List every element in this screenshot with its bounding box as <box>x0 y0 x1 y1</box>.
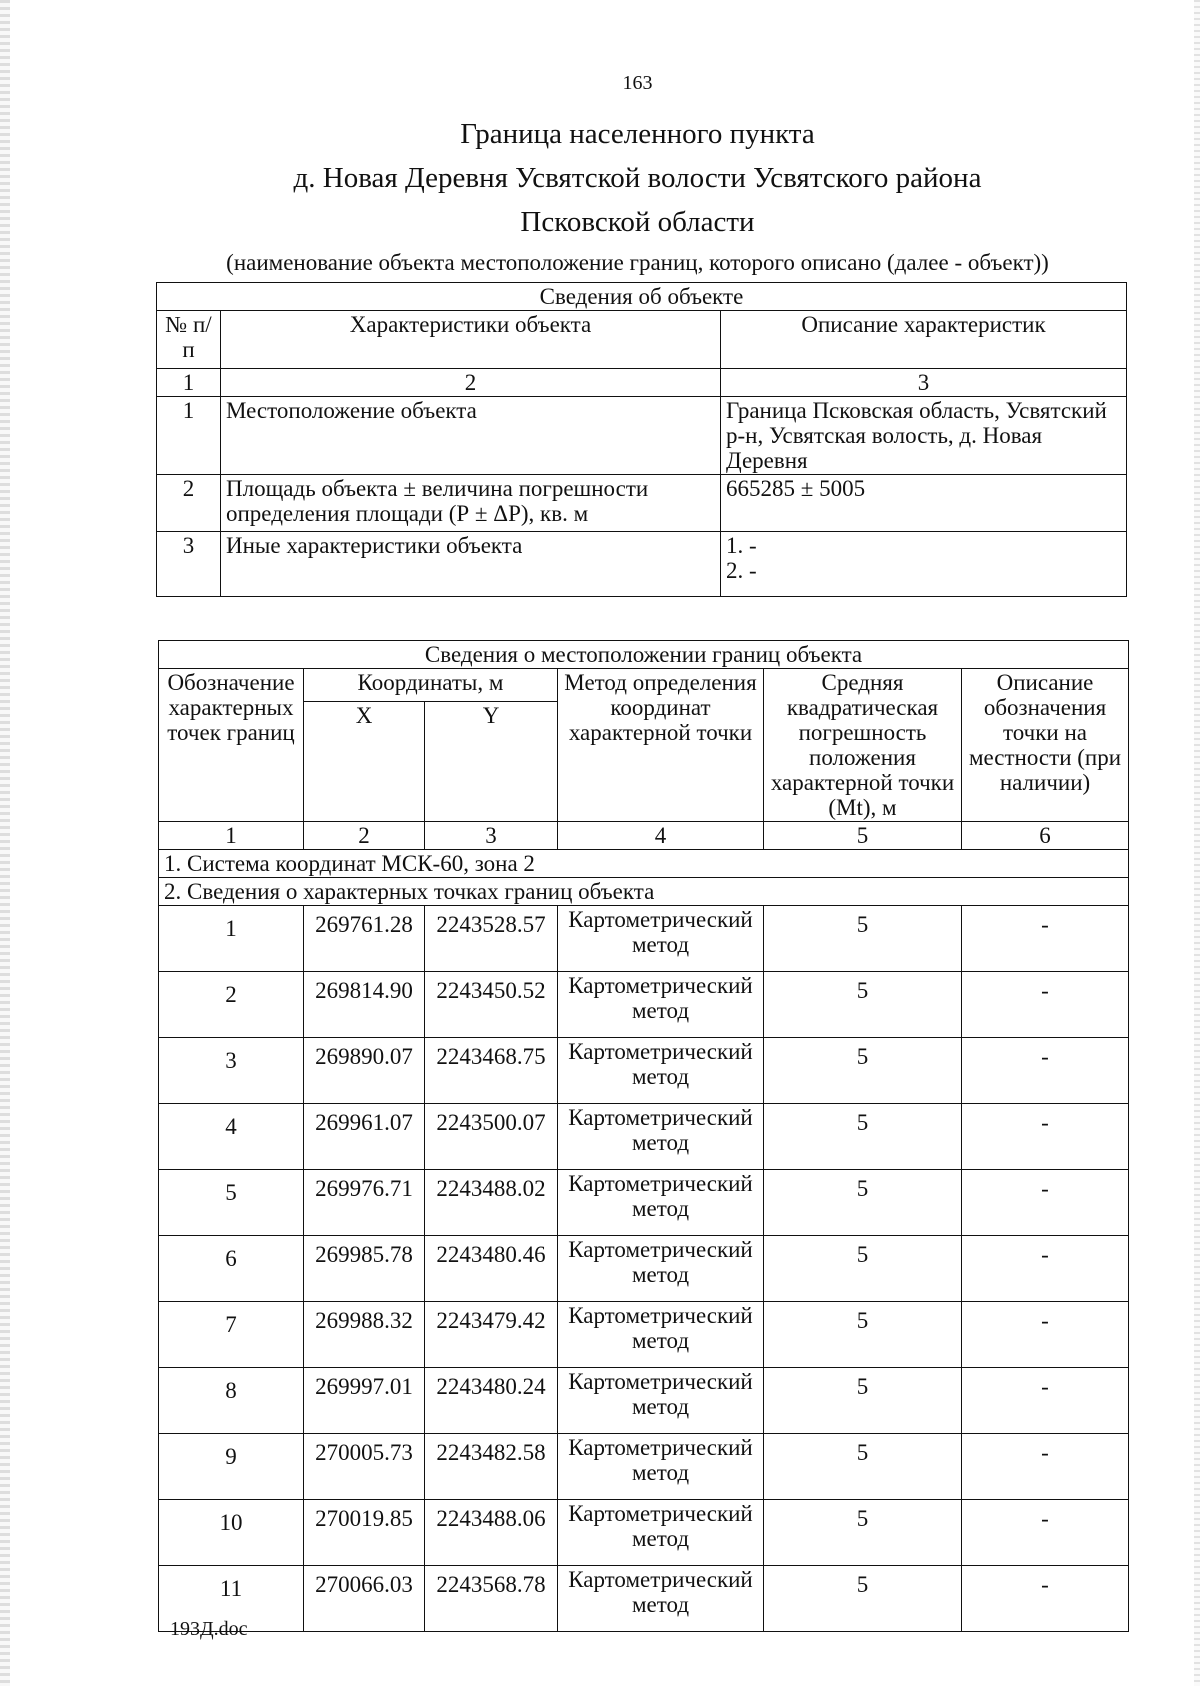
point-y: 2243488.02 <box>425 1170 558 1236</box>
point-x: 269997.01 <box>304 1368 425 1434</box>
point-x: 270005.73 <box>304 1434 425 1500</box>
point-y: 2243528.57 <box>425 906 558 972</box>
point-error: 5 <box>764 1302 962 1368</box>
boundary-table <box>158 640 1129 1632</box>
point-description: - <box>962 1434 1129 1500</box>
row-number: 1 <box>157 397 221 475</box>
point-x: 269985.78 <box>304 1236 425 1302</box>
table-row <box>159 972 1129 1038</box>
point-y: 2243480.46 <box>425 1236 558 1302</box>
table-row <box>159 906 1129 972</box>
col-number-2: 2 <box>221 369 721 397</box>
row-desc: Граница Псковская область, Усвятский р-н, Усвятская волость, д. Новая Деревня <box>721 397 1127 475</box>
row-name: Иные характеристики объекта <box>221 532 721 597</box>
page-number: 163 <box>622 72 653 94</box>
point-number: 3 <box>159 1038 304 1104</box>
row-desc: 665285 ± 5005 <box>721 475 1127 532</box>
point-number: 2 <box>159 972 304 1038</box>
row-name: Местоположение объекта <box>221 397 721 475</box>
boundary-caption: Сведения о местоположении границ объекта <box>159 641 1129 669</box>
header-coords: Координаты, м <box>304 669 558 702</box>
point-error: 5 <box>764 1368 962 1434</box>
title-line-2: д. Новая Деревня Усвятской волости Усвятского района <box>293 162 982 194</box>
point-description: - <box>962 972 1129 1038</box>
point-x: 269890.07 <box>304 1038 425 1104</box>
point-description: - <box>962 1368 1129 1434</box>
point-description: - <box>962 1170 1129 1236</box>
col-number: 6 <box>962 822 1129 850</box>
point-description: - <box>962 1038 1129 1104</box>
col-number: 4 <box>558 822 764 850</box>
point-method: Картометрический метод <box>558 1302 764 1368</box>
subtitle: (наименование объекта местоположение границ, которого описано (далее - объект)) <box>226 250 1049 275</box>
coordinate-system: 1. Система координат МСК-60, зона 2 <box>159 850 1129 878</box>
object-info-table <box>156 282 1127 597</box>
point-error: 5 <box>764 1434 962 1500</box>
point-y: 2243480.24 <box>425 1368 558 1434</box>
table-row <box>159 1500 1129 1566</box>
point-error: 5 <box>764 1170 962 1236</box>
object-info-caption: Сведения об объекте <box>157 283 1127 311</box>
title-line-1: Граница населенного пункта <box>460 118 815 150</box>
point-error: 5 <box>764 1104 962 1170</box>
point-number: 9 <box>159 1434 304 1500</box>
table-row <box>159 1038 1129 1104</box>
header-number: № п/п <box>157 311 221 369</box>
header-description: Описание характеристик <box>721 311 1127 369</box>
point-description: - <box>962 1302 1129 1368</box>
point-method: Картометрический метод <box>558 1500 764 1566</box>
point-x: 269961.07 <box>304 1104 425 1170</box>
table-row <box>159 1302 1129 1368</box>
col-number: 3 <box>425 822 558 850</box>
header-point-description: Описание обозначения точки на местности (при наличии) <box>962 669 1129 822</box>
point-number: 5 <box>159 1170 304 1236</box>
point-method: Картометрический метод <box>558 1104 764 1170</box>
point-error: 5 <box>764 1566 962 1632</box>
point-description: - <box>962 1500 1129 1566</box>
row-number: 2 <box>157 475 221 532</box>
point-error: 5 <box>764 906 962 972</box>
col-number-1: 1 <box>157 369 221 397</box>
header-method: Метод определения координат характерной точки <box>558 669 764 822</box>
point-error: 5 <box>764 1038 962 1104</box>
table-row <box>159 1368 1129 1434</box>
point-method: Картометрический метод <box>558 1236 764 1302</box>
point-method: Картометрический метод <box>558 906 764 972</box>
point-method: Картометрический метод <box>558 1368 764 1434</box>
point-description: - <box>962 1566 1129 1632</box>
point-y: 2243468.75 <box>425 1038 558 1104</box>
table-row <box>159 1170 1129 1236</box>
table-row <box>159 1236 1129 1302</box>
row-name: Площадь объекта ± величина погрешности определения площади (Р ± ΔР), кв. м <box>221 475 721 532</box>
row-desc <box>721 532 1127 597</box>
point-x: 269988.32 <box>304 1302 425 1368</box>
point-number: 11 <box>159 1566 304 1632</box>
desc-line: 2. - <box>726 558 757 583</box>
table-row <box>159 1434 1129 1500</box>
point-number: 10 <box>159 1500 304 1566</box>
point-y: 2243488.06 <box>425 1500 558 1566</box>
points-section-title: 2. Сведения о характерных точках границ объекта <box>159 878 1129 906</box>
point-method: Картометрический метод <box>558 1434 764 1500</box>
col-number: 5 <box>764 822 962 850</box>
point-method: Картометрический метод <box>558 972 764 1038</box>
header-error: Средняя квадратическая погрешность положения характерной точки (Mt), м <box>764 669 962 822</box>
col-number: 2 <box>304 822 425 850</box>
point-x: 270019.85 <box>304 1500 425 1566</box>
point-method: Картометрический метод <box>558 1566 764 1632</box>
title-line-3: Псковской области <box>520 206 755 238</box>
point-x: 270066.03 <box>304 1566 425 1632</box>
point-number: 7 <box>159 1302 304 1368</box>
point-y: 2243450.52 <box>425 972 558 1038</box>
row-number: 3 <box>157 532 221 597</box>
point-error: 5 <box>764 1500 962 1566</box>
point-x: 269761.28 <box>304 906 425 972</box>
header-y: Y <box>425 702 558 822</box>
header-point: Обозначение характерных точек границ <box>159 669 304 822</box>
point-number: 4 <box>159 1104 304 1170</box>
point-y: 2243482.58 <box>425 1434 558 1500</box>
point-method: Картометрический метод <box>558 1038 764 1104</box>
point-description: - <box>962 1104 1129 1170</box>
table-row <box>159 1104 1129 1170</box>
desc-line: 1. - <box>726 533 757 558</box>
point-x: 269814.90 <box>304 972 425 1038</box>
point-number: 6 <box>159 1236 304 1302</box>
point-y: 2243479.42 <box>425 1302 558 1368</box>
point-description: - <box>962 1236 1129 1302</box>
point-number: 8 <box>159 1368 304 1434</box>
point-y: 2243500.07 <box>425 1104 558 1170</box>
table-row <box>159 1566 1129 1632</box>
point-error: 5 <box>764 972 962 1038</box>
point-method: Картометрический метод <box>558 1170 764 1236</box>
col-number: 1 <box>159 822 304 850</box>
header-characteristics: Характеристики объекта <box>221 311 721 369</box>
point-number: 1 <box>159 906 304 972</box>
point-description: - <box>962 906 1129 972</box>
point-y: 2243568.78 <box>425 1566 558 1632</box>
point-error: 5 <box>764 1236 962 1302</box>
point-x: 269976.71 <box>304 1170 425 1236</box>
col-number-3: 3 <box>721 369 1127 397</box>
footer-filename: 193Д.doc <box>170 1618 248 1640</box>
header-x: X <box>304 702 425 822</box>
